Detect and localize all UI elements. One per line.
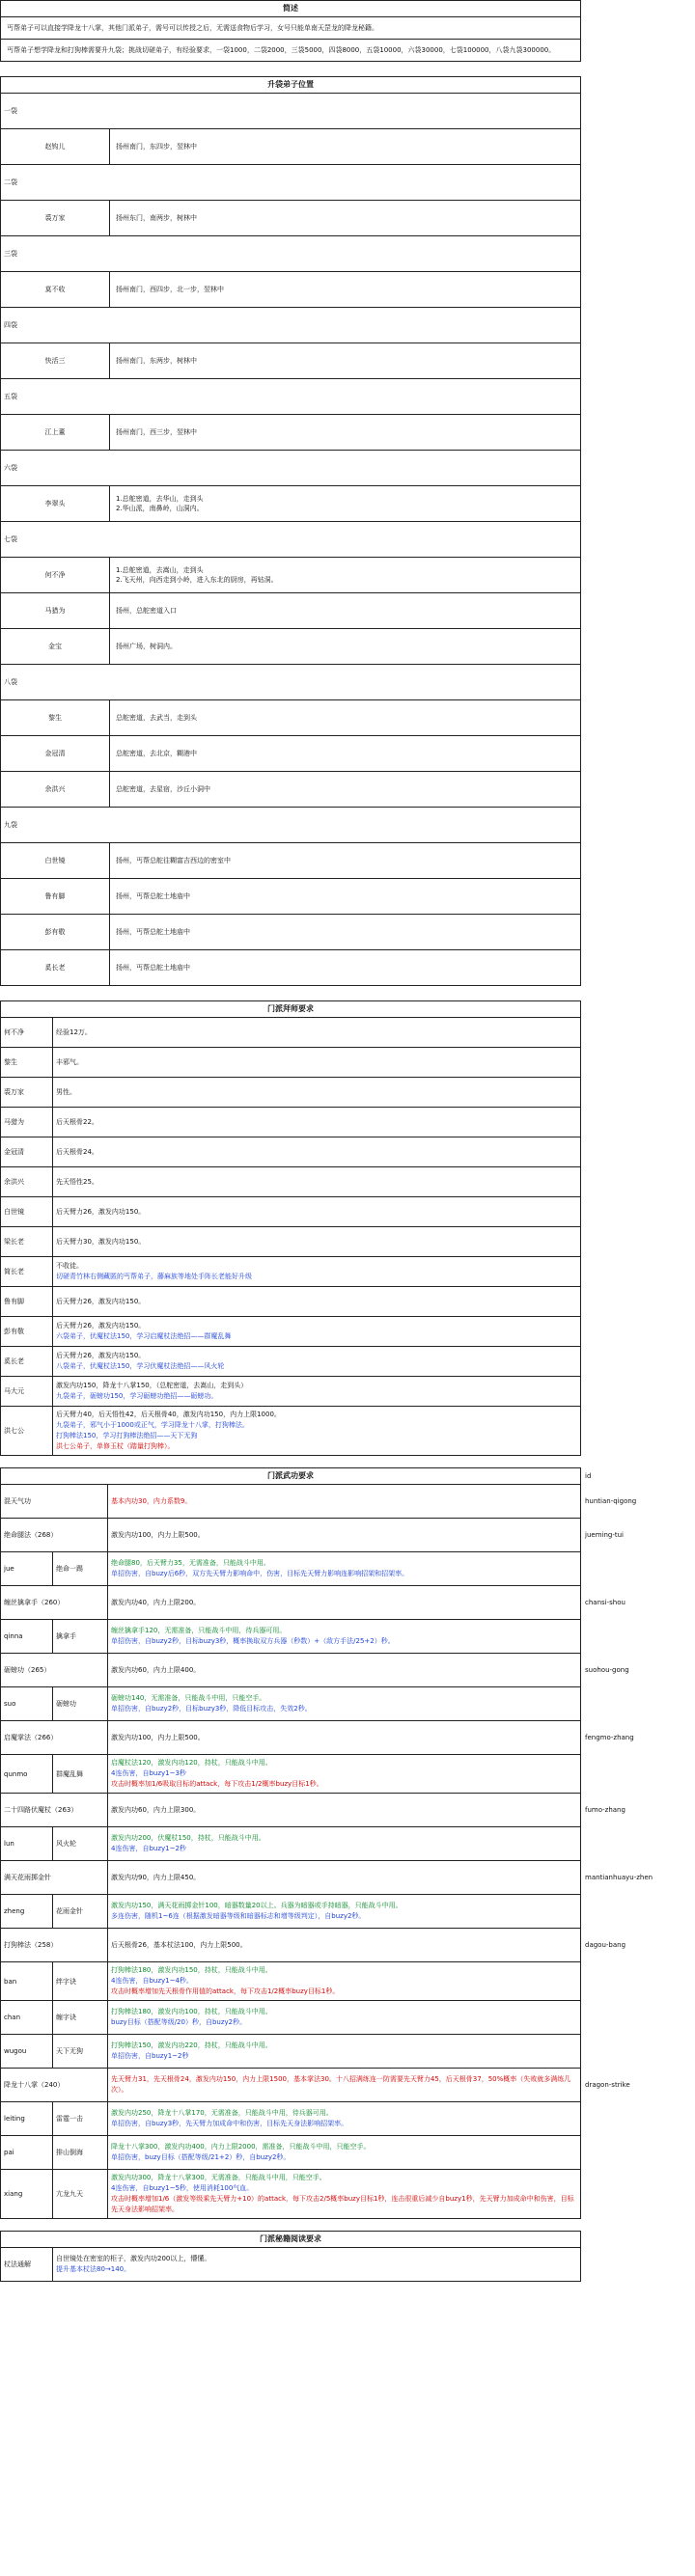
skill-name: 缠丝擒拿手（260）	[1, 1586, 108, 1619]
skill-requirement	[108, 1827, 580, 1860]
rank-member-location-line: 扬州，丐帮总舵土地庙中	[116, 964, 190, 972]
master-row	[1, 1197, 580, 1227]
rank-member-location-lines	[116, 749, 197, 758]
skill-requirement-line: 单招伤害，自buzy2秒，目标buzy3秒，概率换取双方兵器（秒数）+（敌方手法/25+2）秒。	[111, 1637, 395, 1645]
rank-member-location	[110, 629, 580, 664]
skill-name: 排山倒海	[53, 2136, 108, 2169]
skills-title: 门派武功要求	[1, 1468, 580, 1485]
rank-member-location-lines	[116, 713, 197, 723]
master-requirement-line: 激发内功150，降龙十八掌150，（总舵密道，去嵩山，走到头）	[56, 1382, 248, 1389]
skill-requirement-line: 启魔杖法120，激发内功120，持杖，只能战斗中用。	[111, 1759, 272, 1767]
skill-requirement-line: 激发内功90，内力上限450。	[111, 1873, 201, 1881]
master-requirement-line: 后天臂力26，激发内功150。	[56, 1322, 146, 1329]
rank-member-location-lines	[116, 856, 231, 865]
rank-member-row	[1, 629, 580, 665]
rank-member-name: 黎生	[1, 700, 110, 735]
rank-member-location-line: 扬州东门，南两步，树林中	[116, 214, 197, 222]
master-name: 彭有敬	[1, 1317, 53, 1346]
master-row	[1, 1137, 580, 1167]
skill-name: 打狗棒法（258）	[1, 1929, 108, 1961]
rank-member-location-line: 扬州，丐帮总舵土地庙中	[116, 892, 190, 900]
master-requirement-line: 男性。	[56, 1087, 76, 1096]
intro-title: 简述	[1, 1, 580, 17]
skill-code: lun	[1, 1827, 53, 1860]
master-requirement	[53, 1257, 580, 1286]
skill-requirement-line: 缠丝擒拿手120，无需准备，只能战斗中用，待兵器可用。	[111, 1627, 287, 1634]
master-name: 金冠清	[1, 1137, 53, 1166]
master-requirement	[53, 1377, 580, 1406]
skill-row	[1, 2170, 580, 2218]
skill-requirement-line: 打狗棒法180，激发内功150，持杖，只能战斗中用。	[111, 1966, 272, 1974]
skill-requirement-line: 激发内功150，满天花雨掷金针100，暗器数量20以上。兵器为暗器或手持暗器，只能战斗中用。	[111, 1902, 403, 1909]
master-requirement	[53, 1018, 580, 1047]
skill-row	[1, 1755, 580, 1794]
skill-code: pai	[1, 2136, 53, 2169]
skill-code: leiting	[1, 2102, 53, 2135]
master-requirement-line: 后天臂力26，激发内功150。	[56, 1352, 146, 1359]
master-row	[1, 1407, 580, 1455]
rank-member-location-line: 总舵密道，去北京，糊港中	[116, 750, 197, 757]
skills-body	[1, 1485, 580, 2218]
skill-requirement	[108, 1721, 580, 1754]
rank-member-name: 余洪兴	[1, 772, 110, 807]
skill-requirement	[108, 1586, 580, 1619]
rank-group-label: 二袋	[1, 165, 580, 201]
skill-requirement-line: 激发内功40，内力上限200。	[111, 1598, 201, 1606]
master-name: 奚长老	[1, 1347, 53, 1376]
rank-member-name: 鲁有脚	[1, 879, 110, 914]
rank-member-location	[110, 950, 580, 985]
rank-member-location	[110, 879, 580, 914]
skill-name: 绝命一踢	[53, 1552, 108, 1585]
secret-section	[0, 2231, 581, 2282]
master-name: 黎生	[1, 1048, 53, 1077]
rank-member-location	[110, 772, 580, 807]
rank-member-location-lines	[116, 606, 177, 616]
skill-name: 擒拿手	[53, 1620, 108, 1653]
skill-name: 绊字诀	[53, 1962, 108, 2000]
skill-requirement-line: 4连伤害，自buzy1~2秒	[111, 1845, 186, 1852]
secret-title: 门派秘籍阅读要求	[1, 2232, 580, 2248]
master-requirement-line: 后天根骨22。	[56, 1117, 98, 1126]
master-requirement	[53, 1287, 580, 1316]
skill-requirement-line: 后天根骨26，基本杖法100，内力上限500。	[111, 1940, 247, 1949]
skill-requirement	[108, 1687, 580, 1720]
master-requirement-line: 切磋青竹林右侧藏匿的丐帮弟子，藤麻族等地处手阵长老能好升级	[56, 1273, 252, 1280]
rank-member-row	[1, 879, 580, 915]
master-requirement	[53, 1048, 580, 1077]
rank-member-row	[1, 486, 580, 522]
ranks-section	[0, 76, 581, 986]
skill-requirement-line: 激发内功60，内力上限300。	[111, 1805, 201, 1814]
rank-member-row	[1, 950, 580, 985]
skill-requirement	[108, 1552, 580, 1585]
master-name: 白世镜	[1, 1197, 53, 1226]
skill-requirement-line: 4连伤害，自buzy1~4秒。	[111, 1977, 193, 1985]
master-requirement	[53, 1078, 580, 1107]
skill-requirement-line: 打狗棒法180，激发内功100，持杖，只能战斗中用。	[111, 2008, 272, 2015]
rank-group-label: 八袋	[1, 665, 580, 700]
skill-requirement-line: 绝命腿80，后天臂力35，无需准备，只能战斗中用。	[111, 1559, 270, 1567]
rank-member-name: 马猎为	[1, 593, 110, 628]
master-name: 裘万家	[1, 1078, 53, 1107]
rank-member-location-line: 扬州，丐帮总舵往糊富吉西边的密室中	[116, 857, 231, 864]
rank-member-location	[110, 129, 580, 164]
master-requirement	[53, 1227, 580, 1256]
skill-id: jueming-tui	[585, 1530, 624, 1539]
master-row	[1, 1257, 580, 1287]
skill-requirement-line: buzy目标（搭配等级/20）秒，自buzy2秒。	[111, 2018, 247, 2026]
skill-requirement-line: 攻击时概率增加1/6（激发等级乘先天臂力+10）的attack，每下攻击2/5概率buzy目标1秒，连击很重后减少自buzy1秒，先天臂力加成命中和伤害，目标先天身法影响招架率。	[111, 2195, 574, 2213]
rank-group-label: 一袋	[1, 94, 580, 129]
master-requirement-line: 后天臂力26，激发内功150。	[56, 1297, 146, 1305]
rank-member-name: 赵钩儿	[1, 129, 110, 164]
skill-requirement-line: 砺螃功140，无需准备，只能战斗中用，只能空手。	[111, 1694, 266, 1702]
skill-requirement-line: 单招伤害，自buzy1~2秒	[111, 2052, 189, 2060]
master-requirement	[53, 1317, 580, 1346]
rank-member-location-line: 扬州，丐帮总舵土地庙中	[116, 928, 190, 936]
rank-member-location-lines	[116, 565, 278, 585]
master-requirement-line: 九袋弟子，砺螃功150，学习砺螃功绝招——砺螃功。	[56, 1392, 218, 1400]
secret-body	[1, 2248, 580, 2281]
skills-section	[0, 1467, 581, 2219]
secret-row	[1, 2248, 580, 2281]
master-row	[1, 1167, 580, 1197]
intro-paragraph-2: 丐帮弟子想学降龙和打狗棒需要升九袋；挑战切磋弟子，有经验要求，一袋1000，二袋2000，三袋5000，四袋8000，五袋10000，六袋30000，七袋100000，八袋九袋300000。	[7, 46, 556, 54]
rank-member-row	[1, 700, 580, 736]
master-requirement	[53, 1137, 580, 1166]
skill-row	[1, 2136, 580, 2170]
skill-row	[1, 1620, 580, 1654]
skill-name: 砺螃功	[53, 1687, 108, 1720]
skill-requirement-line: 攻击时概率加1/6吸取目标的attack，每下攻击1/2概率buzy目标1秒。	[111, 1780, 323, 1788]
id-column-header: id	[585, 1472, 592, 1480]
skill-id: chansi-shou	[585, 1598, 626, 1606]
rank-member-location-line: 扬州，总舵密道入口	[116, 607, 177, 615]
master-row	[1, 1347, 580, 1377]
skill-code: chan	[1, 2001, 53, 2034]
rank-member-name: 金冠清	[1, 736, 110, 771]
master-row	[1, 1287, 580, 1317]
skill-requirement	[108, 1519, 580, 1551]
rank-group-label: 四袋	[1, 308, 580, 343]
master-requirement-line: 丰邪气。	[56, 1057, 83, 1066]
skill-name: 启魔掌法（266）	[1, 1721, 108, 1754]
skill-row	[1, 1586, 580, 1620]
skill-requirement-line: 激发内功250，降龙十八掌170，无需准备，只能战斗中用，待兵器可用。	[111, 2109, 333, 2117]
skill-id: suohou-gong	[585, 1665, 629, 1674]
rank-member-location-line: 1.总舵密道，去华山，走到头	[116, 495, 204, 503]
rank-member-location-line: 扬州广场，树洞内。	[116, 643, 177, 650]
rank-member-location-line: 扬州南门，西三步，翌林中	[116, 428, 197, 436]
rank-member-name: 江上董	[1, 415, 110, 450]
skill-requirement	[108, 2001, 580, 2034]
skill-name: 绝命腿法（268）	[1, 1519, 108, 1551]
master-name: 洪七公	[1, 1407, 53, 1455]
masters-title: 门派拜师要求	[1, 1001, 580, 1018]
rank-group-label: 七袋	[1, 522, 580, 558]
master-name: 梁长老	[1, 1227, 53, 1256]
rank-member-location-line: 总舵密道，去星宿，沙丘小洞中	[116, 785, 210, 793]
master-requirement-line: 后天臂力40，后天悟性42，后天根骨40，激发内功150，内力上限1000。	[56, 1411, 281, 1418]
skill-requirement	[108, 1485, 580, 1518]
rank-member-row	[1, 343, 580, 379]
master-row	[1, 1377, 580, 1407]
master-name: 马大元	[1, 1377, 53, 1406]
skill-requirement	[108, 2035, 580, 2068]
skill-row	[1, 2102, 580, 2136]
rank-member-row	[1, 201, 580, 236]
master-row	[1, 1048, 580, 1078]
rank-member-location-line: 扬州南门，西四步，北一步，翌林中	[116, 286, 224, 293]
master-requirement-line: 经验12万。	[56, 1028, 92, 1036]
skill-row	[1, 1552, 580, 1586]
rank-member-row	[1, 915, 580, 950]
master-row	[1, 1227, 580, 1257]
rank-member-row	[1, 415, 580, 451]
skill-requirement	[108, 2069, 580, 2101]
skill-code: jue	[1, 1552, 53, 1585]
rank-member-name: 金宝	[1, 629, 110, 664]
rank-member-location	[110, 201, 580, 235]
skill-requirement-line: 打狗棒法150，激发内功220，持杖，只能战斗中用。	[111, 2042, 272, 2049]
skill-row	[1, 2035, 580, 2069]
rank-member-row	[1, 593, 580, 629]
master-name: 简长老	[1, 1257, 53, 1286]
skill-name: 混天气功	[1, 1485, 108, 1518]
skill-requirement-line: 单招伤害，自buzy2秒，目标buzy3秒，降低目标攻击，失效2秒。	[111, 1705, 312, 1713]
skill-requirement-line: 4连伤害，自buzy1~5秒，使用消耗100气血。	[111, 2184, 254, 2192]
rank-member-row	[1, 558, 580, 593]
skill-requirement-line: 基本内功30，内力系数9。	[111, 1496, 192, 1505]
rank-member-location	[110, 593, 580, 628]
skill-requirement	[108, 2136, 580, 2169]
rank-member-location-lines	[116, 213, 197, 223]
skill-code: suo	[1, 1687, 53, 1720]
skill-id: fengmo-zhang	[585, 1733, 634, 1741]
skill-requirement-line: 先天臂力31，先天根骨24，激发内功150，内力上限1500，基本掌法30。十八招满练连一防需要先天臂力45，后天根骨37，50%概率（失败就多满练几次）。	[111, 2075, 571, 2094]
ranks-title: 升袋弟子位置	[1, 77, 580, 94]
rank-member-row	[1, 772, 580, 808]
skill-requirement	[108, 1620, 580, 1653]
skill-id: huntian-qigong	[585, 1496, 637, 1505]
rank-group-label: 三袋	[1, 236, 580, 272]
rank-member-location-lines	[116, 963, 190, 973]
rank-member-name: 彭有敬	[1, 915, 110, 949]
intro-paragraph-1: 丐帮弟子可以直接学降龙十八掌，其他门派弟子，需号可以传授之后，无需送食物后学习，女号只能单南天罡龙的降龙秘籍。	[1, 17, 580, 40]
skill-row	[1, 2001, 580, 2035]
master-requirement-line: 八袋弟子，伏魔杖法150，学习伏魔杖法绝招——风火轮	[56, 1362, 225, 1370]
rank-group-label: 九袋	[1, 808, 580, 843]
ranks-body	[1, 94, 580, 985]
master-row	[1, 1018, 580, 1048]
skill-requirement	[108, 1929, 580, 1961]
rank-member-location-lines	[116, 285, 224, 294]
rank-member-location-lines	[116, 142, 197, 151]
skill-name: 天下无狗	[53, 2035, 108, 2068]
master-row	[1, 1078, 580, 1108]
rank-member-location-lines	[116, 427, 197, 437]
skill-row	[1, 1721, 580, 1755]
rank-member-name: 莫不收	[1, 272, 110, 307]
skill-name: 降龙十八掌（240）	[1, 2069, 108, 2101]
skill-code: qinna	[1, 1620, 53, 1653]
skill-requirement-line: 单招伤害，buzy目标（搭配等级/21+2）秒，自buzy2秒。	[111, 2153, 291, 2161]
skill-requirement	[108, 2102, 580, 2135]
skill-name: 砺螃功（265）	[1, 1654, 108, 1686]
master-requirement-line: 九袋弟子，邪气小于1000或正气，学习降龙十八掌，打狗棒法。	[56, 1421, 249, 1429]
skill-requirement-line: 激发内功200，伏魔杖150，持杖，只能战斗中用。	[111, 1834, 265, 1842]
rank-member-name: 李翠头	[1, 486, 110, 521]
rank-member-row	[1, 736, 580, 772]
skill-row	[1, 1485, 580, 1519]
rank-member-name: 快活三	[1, 343, 110, 378]
rank-member-location-line: 1.总舵密道，去嵩山，走到头	[116, 566, 204, 574]
secret-requirement-line: 自世镜处在密室的柜子，激发内功200以上，懵懂。	[56, 2255, 211, 2262]
skill-name: 群魔乱舞	[53, 1755, 108, 1793]
rank-member-location-line: 2.飞天州，向西走到小岭，进入东北的厨房，再钻洞。	[116, 576, 278, 584]
skill-requirement-line: 多连伤害，随机1~6连（根据激发暗器等级和暗器标志和增等级判定），自buzy2秒。	[111, 1912, 366, 1920]
skill-requirement-line: 单招伤害，自buzy后6秒，双方先天臂力影响命中，伤害，目标先天臂力影响连影响招架和招架率。	[111, 1570, 409, 1577]
rank-member-location	[110, 736, 580, 771]
rank-member-location-line: 2.华山派，南鼻岭，山洞内。	[116, 505, 204, 512]
master-requirement	[53, 1167, 580, 1196]
skill-code: xiang	[1, 2170, 53, 2218]
skill-requirement	[108, 1895, 580, 1928]
skill-name: 雷霆一击	[53, 2102, 108, 2135]
rank-member-location	[110, 843, 580, 878]
master-row	[1, 1317, 580, 1347]
rank-member-location-line: 扬州南门，东两步，树林中	[116, 357, 197, 365]
rank-member-row	[1, 843, 580, 879]
skill-row	[1, 1861, 580, 1895]
master-requirement	[53, 1108, 580, 1137]
skill-requirement	[108, 1861, 580, 1894]
skill-requirement	[108, 1962, 580, 2000]
master-name: 余洪兴	[1, 1167, 53, 1196]
skill-name: 缠字诀	[53, 2001, 108, 2034]
secret-book-name: 杖法通解	[1, 2248, 53, 2281]
master-requirement	[53, 1197, 580, 1226]
master-requirement-line: 先天悟性25。	[56, 1177, 98, 1186]
master-row	[1, 1108, 580, 1137]
skill-row	[1, 2069, 580, 2102]
rank-member-name: 裘万家	[1, 201, 110, 235]
rank-member-row	[1, 129, 580, 165]
skill-requirement	[108, 1755, 580, 1793]
rank-member-location	[110, 558, 580, 592]
rank-member-location-lines	[116, 356, 197, 366]
skill-row	[1, 1687, 580, 1721]
rank-group-label: 五袋	[1, 379, 580, 415]
skill-requirement-line: 激发内功100，内力上限500。	[111, 1530, 205, 1539]
master-name: 鲁有脚	[1, 1287, 53, 1316]
rank-member-location	[110, 915, 580, 949]
master-requirement-line: 打狗棒法150，学习打狗棒法绝招——天下无狗	[56, 1432, 198, 1439]
skill-name: 亢龙九天	[53, 2170, 108, 2218]
skill-row	[1, 1929, 580, 1962]
skill-id: dagou-bang	[585, 1940, 626, 1949]
rank-member-location-lines	[116, 642, 177, 651]
rank-member-location	[110, 272, 580, 307]
masters-body	[1, 1018, 580, 1455]
secret-requirement	[53, 2248, 580, 2281]
rank-member-location-lines	[116, 891, 190, 901]
skill-requirement-line: 单招伤害，自buzy3秒，先天臂力加成命中和伤害，目标先天身法影响招架率。	[111, 2120, 348, 2127]
skill-id: mantianhuayu-zhen	[585, 1873, 653, 1881]
skill-requirement-line: 降龙十八掌300，激发内功400，内力上限2000，需准备，只能战斗中用，只能空手。	[111, 2143, 371, 2151]
rank-member-location	[110, 486, 580, 521]
skill-id: dragon-strike	[585, 2080, 630, 2089]
skill-row	[1, 1962, 580, 2001]
skill-code: qunmo	[1, 1755, 53, 1793]
skill-code: wugou	[1, 2035, 53, 2068]
master-requirement	[53, 1347, 580, 1376]
master-requirement-line: 不收徒。	[56, 1262, 83, 1270]
master-requirement	[53, 1407, 580, 1455]
rank-group-label: 六袋	[1, 451, 580, 486]
skill-row	[1, 1827, 580, 1861]
master-name: 马猎为	[1, 1108, 53, 1137]
skill-requirement	[108, 1794, 580, 1826]
rank-member-location	[110, 415, 580, 450]
master-requirement-line: 后天臂力26，激发内功150。	[56, 1207, 146, 1216]
rank-member-location-lines	[116, 784, 210, 794]
skill-name: 风火轮	[53, 1827, 108, 1860]
rank-member-location-lines	[116, 927, 190, 937]
rank-member-name: 奚长老	[1, 950, 110, 985]
master-name: 何不净	[1, 1018, 53, 1047]
skill-row	[1, 1519, 580, 1552]
master-requirement-line: 后天臂力30，激发内功150。	[56, 1237, 146, 1246]
skill-requirement	[108, 2170, 580, 2218]
skill-id: fumo-zhang	[585, 1805, 626, 1814]
skill-code: zheng	[1, 1895, 53, 1928]
master-requirement-line: 六袋弟子，伏魔杖法150，学习启魔杖法绝招——群魔乱舞	[56, 1332, 232, 1340]
rank-member-location-line: 总舵密道，去武当，走到头	[116, 714, 197, 722]
skill-name: 满天花雨掷金针	[1, 1861, 108, 1894]
masters-section	[0, 1000, 581, 1456]
skill-row	[1, 1654, 580, 1687]
skill-requirement-line: 激发内功60，内力上限400。	[111, 1665, 201, 1674]
master-requirement-line: 后天根骨24。	[56, 1147, 98, 1156]
skill-requirement	[108, 1654, 580, 1686]
skill-code: ban	[1, 1962, 53, 2000]
skill-name: 二十四路伏魔杖（263）	[1, 1794, 108, 1826]
rank-member-location-line: 扬州南门，东四步，翌林中	[116, 143, 197, 151]
skill-requirement-line: 4连伤害，自buzy1~3秒	[111, 1769, 186, 1777]
skill-name: 花雨金针	[53, 1895, 108, 1928]
rank-member-name: 何不净	[1, 558, 110, 592]
rank-member-location	[110, 343, 580, 378]
rank-member-row	[1, 272, 580, 308]
master-requirement-line: 洪七公弟子，单修玉杖（踏量打狗棒）。	[56, 1442, 175, 1450]
skill-row	[1, 1895, 580, 1929]
secret-requirement-line: 提升基本杖法80→140。	[56, 2265, 131, 2273]
skill-requirement-line: 激发内功300，降龙十八掌300，无需准备，只能战斗中用，只能空手。	[111, 2174, 326, 2181]
skill-requirement-line: 激发内功100，内力上限500。	[111, 1733, 205, 1741]
rank-member-location	[110, 700, 580, 735]
intro-section	[0, 0, 581, 62]
skill-row	[1, 1794, 580, 1827]
skill-requirement-line: 攻击时概率增加先天根骨作用值的attack，每下攻击1/2概率buzy目标1秒。	[111, 1987, 340, 1995]
rank-member-name: 白世镜	[1, 843, 110, 878]
rank-member-location-lines	[116, 494, 204, 513]
